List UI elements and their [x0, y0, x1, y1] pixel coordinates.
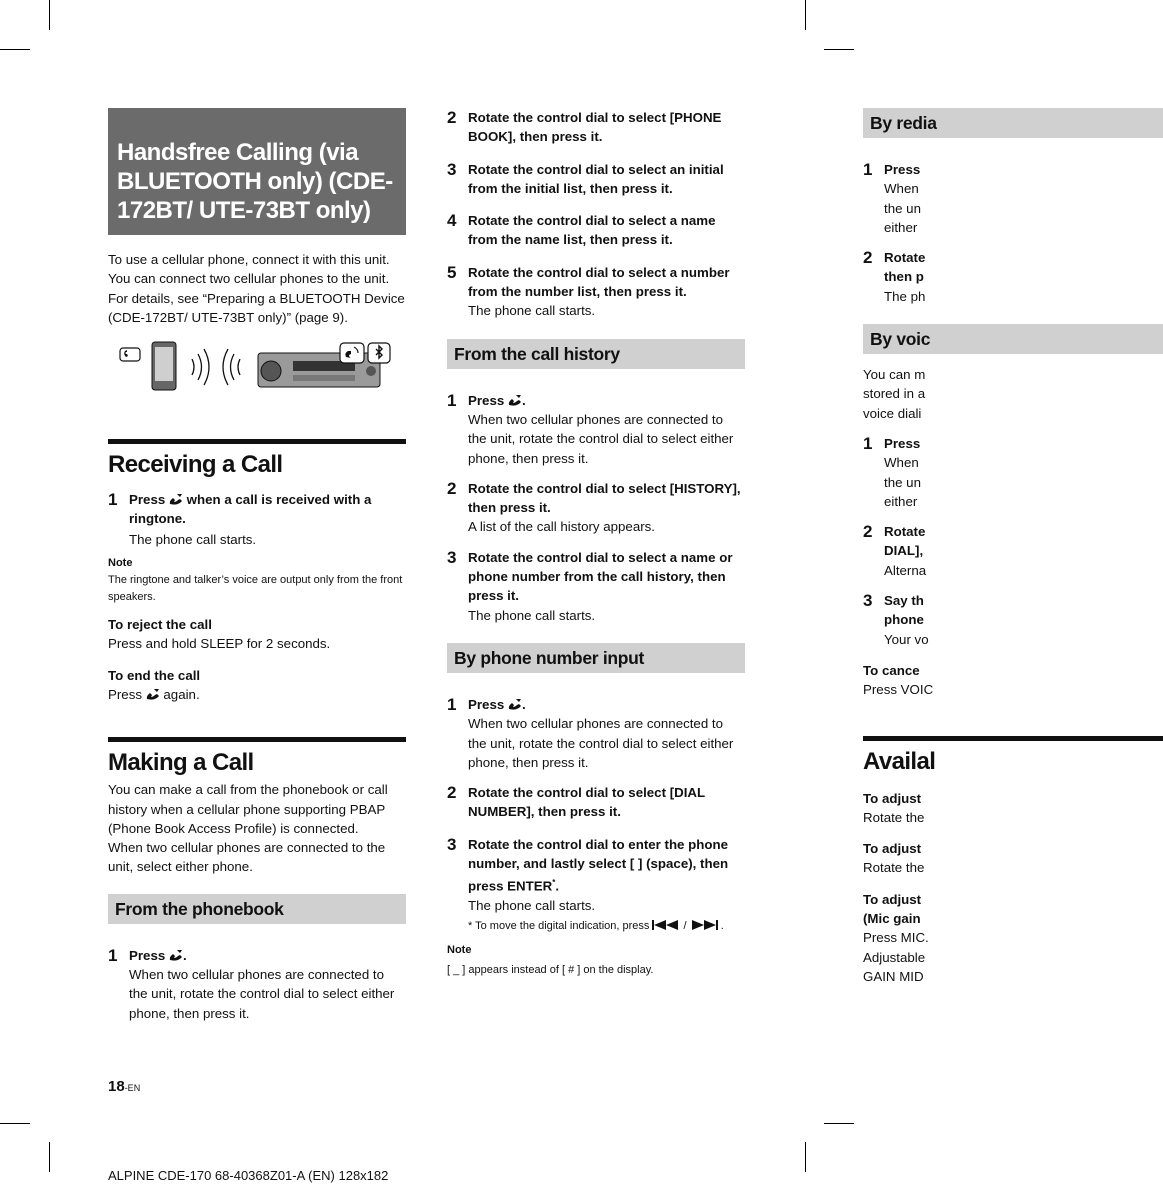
note-text: The ringtone and talker’s voice are output only from the front speakers.: [108, 574, 403, 604]
step-item: [447, 783, 745, 822]
step-detail: When two cellular phones are connected to the unit, rotate the control dial to select either phone, then press it.: [468, 411, 734, 466]
step-item: [863, 591, 1163, 649]
step-number: 3: [863, 591, 873, 611]
device-illustration: [108, 341, 406, 395]
step-item: [447, 263, 745, 321]
step-detail: either: [884, 493, 918, 509]
phone-icon: [508, 394, 522, 406]
step-detail: The phone call starts.: [468, 303, 596, 319]
subsection-title-phonebook: From the phonebook: [108, 894, 406, 924]
step-instruction: DIAL],: [884, 543, 924, 559]
history-steps: [447, 479, 745, 625]
step-instruction: Rotate: [884, 250, 926, 266]
phone-icon: [146, 688, 160, 700]
voice-intro: [863, 365, 1163, 423]
step-item: [108, 946, 406, 1023]
step-instruction: Rotate the control dial to select [HISTORY], then press it.: [468, 480, 741, 516]
note-label: Note: [108, 557, 133, 570]
step-item: [863, 522, 1163, 580]
step-instruction: Rotate the control dial to select [DIAL NUMBER], then press it.: [468, 785, 705, 820]
note-label: Note: [447, 944, 472, 957]
section-available: [863, 736, 1163, 777]
section-title-receiving: Receiving a Call: [108, 451, 283, 479]
skip-forward-icon: [690, 919, 718, 936]
step-number: 1: [863, 160, 873, 179]
crop-mark: [0, 1123, 30, 1124]
step-item: [447, 695, 745, 772]
phone-icon: [169, 493, 183, 505]
crop-mark: [49, 0, 50, 30]
step-instruction: Press: [884, 435, 921, 451]
section-title-handsfree: Handsfree Calling (via BLUETOOTH only) (CDE-172BT/ UTE-73BT only): [108, 108, 406, 235]
step-instruction: [129, 490, 406, 529]
step-text: Press: [468, 392, 505, 408]
subsection-title-input: By phone number input: [447, 643, 745, 673]
step-number: 3: [447, 834, 457, 854]
footnote-text: * To move the digital indication, press: [468, 920, 650, 933]
step-number: 1: [108, 490, 118, 510]
section-title-making: Making a Call: [108, 749, 254, 777]
step-detail: Your vo: [884, 631, 929, 647]
footnote: * To move the digital indication, press / .: [468, 918, 745, 936]
step-detail: When: [884, 181, 919, 197]
step-number: 2: [863, 248, 873, 268]
adjust-heading: (Mic gain: [863, 911, 921, 927]
step-item: [447, 108, 745, 147]
step-detail: When two cellular phones are connected to the unit, rotate the control dial to select either phone, then press it.: [468, 716, 734, 770]
intro-text: To use a cellular phone, connect it with this unit. You can connect two cellular phones to the unit. For details, see “Preparing a BLUETOOTH Device (CDE-172BT/ UTE-73BT only)” (page 9).: [108, 252, 405, 325]
step-detail: Alterna: [884, 562, 927, 578]
crop-mark: [824, 1123, 854, 1124]
step-number: 1: [447, 694, 457, 714]
step-instruction: Press: [884, 162, 921, 177]
step-detail: When two cellular phones are connected to the unit, rotate the control dial to select either phone, then press it.: [129, 967, 395, 1021]
cancel-heading: To cance: [863, 662, 920, 678]
middle-column: [447, 108, 745, 979]
subsection-title-redial: By redia: [863, 108, 1163, 138]
step-item: [447, 479, 745, 537]
step-number: 1: [108, 945, 118, 965]
step-number: 2: [447, 108, 457, 127]
step-item: [447, 548, 745, 625]
cancel-text: Press VOIC: [863, 682, 934, 698]
step-detail: the un: [884, 200, 921, 216]
reject-text: Press and hold SLEEP for 2 seconds.: [108, 636, 331, 652]
step-instruction: Rotate the control dial to enter the phone number, and lastly select [ ] (space), then press ENTER*.: [468, 836, 729, 894]
step-number: 1: [863, 433, 873, 453]
end-text-b: again.: [163, 686, 200, 702]
adjust-text: Rotate the: [863, 860, 925, 876]
step-detail: either: [884, 219, 918, 235]
step-item: [447, 835, 745, 937]
adjust-heading: To adjust: [863, 891, 922, 907]
adjust-text: Rotate the: [863, 809, 925, 825]
step-item: [447, 211, 745, 250]
subsection-title-voice: By voic: [863, 324, 1163, 354]
step-item: [447, 160, 745, 199]
step-instruction: Say th: [884, 593, 924, 609]
step-detail: The phone call starts.: [129, 531, 257, 547]
step-detail: The phone call starts.: [468, 607, 596, 623]
step-instruction: then p: [884, 269, 924, 285]
skip-back-icon: [652, 919, 680, 936]
page-number: [108, 1078, 140, 1095]
end-text-a: Press: [108, 686, 142, 702]
steps-top: [447, 108, 745, 321]
phone-icon: [508, 698, 522, 710]
step-detail: When: [884, 455, 919, 471]
step-item: [863, 160, 1163, 237]
left-column: [108, 108, 406, 1023]
step-item: [863, 248, 1163, 306]
voice-intro-line: You can m: [863, 367, 926, 383]
step-number: 2: [863, 522, 873, 542]
step-item: [447, 391, 745, 468]
step-text: Press: [129, 947, 166, 963]
phone-icon: [169, 949, 183, 961]
adjust-text: Adjustable: [863, 949, 926, 965]
step-instruction: Rotate the control dial to select [PHONE BOOK], then press it.: [468, 110, 722, 145]
note-text: [ _ ] appears instead of [ # ] on the display.: [447, 964, 654, 977]
reject-heading: To reject the call: [108, 617, 212, 633]
step-number: 2: [447, 783, 457, 803]
adjust-heading: To adjust: [863, 790, 922, 806]
footer-text: ALPINE CDE-170 68-40368Z01-A (EN) 128x182: [108, 1168, 389, 1183]
step-item: [863, 434, 1163, 511]
step-detail: The phone call starts.: [468, 898, 596, 914]
step-text: Rotate the control dial to enter the phone number, and lastly select [ ] (space), then press ENTER: [468, 836, 729, 894]
step-instruction: Press .: [129, 947, 187, 963]
step-number: 1: [447, 390, 457, 410]
end-text: [108, 685, 406, 704]
right-column-clip: [863, 108, 937, 1048]
step-instruction: Rotate the control dial to select a number from the number list, then press it.: [468, 264, 730, 300]
step-detail: A list of the call history appears.: [468, 519, 655, 535]
crop-mark: [49, 1142, 50, 1172]
voice-intro-line: voice diali: [863, 405, 922, 421]
step-number: 3: [447, 159, 457, 179]
step-instruction: phone: [884, 612, 924, 628]
end-heading: To end the call: [108, 667, 201, 683]
step-instruction: Rotate the control dial to select a name or phone number from the call history, then press it.: [468, 549, 733, 604]
crop-mark: [824, 49, 854, 50]
crop-mark: [805, 0, 806, 30]
step-instruction: Rotate: [884, 524, 926, 540]
section-receiving: [108, 439, 406, 704]
step-instruction: Rotate the control dial to select an initial from the initial list, then press it.: [468, 161, 724, 196]
adjust-text: GAIN MID: [863, 968, 924, 984]
step-text: when a call is received with a ringtone.: [129, 492, 372, 527]
step-instruction: Rotate the control dial to select a name from the name list, then press it.: [468, 213, 716, 248]
page-number-value: 18: [108, 1078, 125, 1095]
crop-mark: [0, 49, 30, 50]
step-number: 2: [447, 478, 457, 498]
step-item: [108, 490, 406, 549]
section-title-available: Availal: [863, 747, 936, 775]
step-instruction: Press .: [468, 696, 526, 712]
section-making: [108, 737, 406, 1023]
crop-mark: [805, 1142, 806, 1172]
step-text: Press: [468, 696, 505, 712]
step-text: Press: [129, 492, 166, 508]
subsection-title-history: From the call history: [447, 339, 745, 369]
adjust-text: Press MIC.: [863, 930, 929, 946]
step-detail: the un: [884, 474, 921, 490]
footnote-marker: *: [552, 878, 556, 888]
voice-intro-line: stored in a: [863, 386, 926, 402]
footnote-separator: /: [683, 920, 687, 933]
step-detail: The ph: [884, 288, 926, 304]
step-number: 3: [447, 547, 457, 567]
adjust-heading: To adjust: [863, 841, 922, 857]
making-intro: You can make a call from the phonebook or call history when a cellular phone supporting PBAP (Phone Book Access Profile) is connected.: [108, 782, 388, 836]
step-number: 5: [447, 262, 457, 282]
making-intro2: When two cellular phones are connected to the unit, select either phone.: [108, 840, 386, 875]
step-instruction: Press .: [468, 392, 526, 408]
page-number-suffix: -EN: [124, 1083, 141, 1093]
step-number: 4: [447, 211, 457, 231]
